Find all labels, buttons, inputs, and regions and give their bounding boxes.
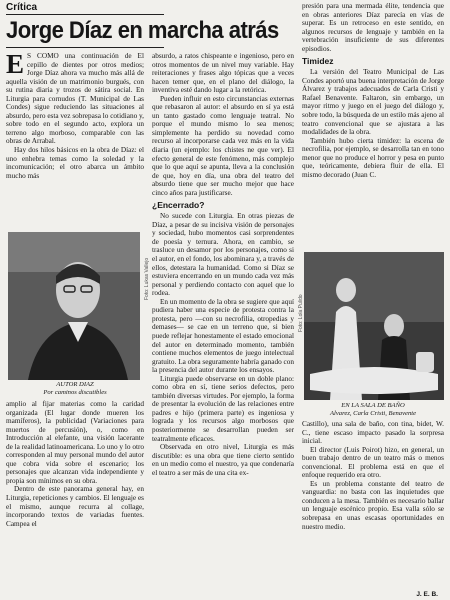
photo-credit: Foto: Lola Pulido <box>298 294 304 332</box>
author-portrait-image <box>8 232 140 380</box>
paragraph: La versión del Teatro Municipal de Las Condes aportó una buena interpretación de Jorge Álvarez y trabajos adecuados de Carla Cristi y Rafael Benavente. Faltaron, sin embargo, un mayor ritmo y juego en el juego del diálogo y, sobre todo, la búsqueda de un estilo más ajeno al teatro convencional que se ajustara a las modalidades de la obra. <box>302 68 444 137</box>
paragraph: También hubo cierta timidez: la escena de necrofilia, por ejemplo, se desarrolla tan en tono menor que no produce el horror y pesa en punto que, teóricamente, debiera fluir de ella. El mismo decorado (Juan C. <box>302 136 444 179</box>
column-2 <box>152 52 294 477</box>
section-label: Crítica <box>6 2 38 13</box>
photo-credit: Foto: Lukas Vallejo <box>144 257 150 300</box>
paragraph: No sucede con Liturgia. En otras piezas de Díaz, a pesar de su incisiva visión de personajes y sociedad, hubo momentos casi sorprendentes de poesía y ternura. Ahora, en cambio, se trasluce un desamor por los personajes, como si el autor, en el fondo, los abominara y, a través de ellos, detestara la humanidad. Como si Díaz se estuviera encerrando en un mundo cada vez más personal y perdiendo contacto con aquel que lo rodea. <box>152 212 294 298</box>
paragraph: Pueden influir en esto circunstancias externas que rebasaron al autor: el absurdo en sí ya está un tanto gastado como lenguaje teatral. No porque el mundo mismo lo sea menos; simplemente ha perdido su novedad como recurso al incorporarse cada vez más en la vida diaria (un ejemplo: los chistes ne que ver). El efecto general de este fenómeno, más complejo que lo que aquí se apunta, lleva a la conclusión de que, hoy en día, una obra del teatro del absurdo tiene que ser mucho mejor que hace cinco años para justificarse. <box>152 94 294 197</box>
paragraph: Dentro de este panorama general hay, en Liturgia, repeticiones y cambios. El lenguaje es el mismo, aunque recurra al collage, incorporando textos de variadas fuentes. Campea el <box>6 485 144 528</box>
paragraph: absurdo, a ratos chispeante e ingenioso, pero en otros momentos de un nivel muy variable. Hay reiteraciones y frases algo tópicas que a veces hacen temer que, en el plano del diálogo, la inventiva esté dando lugar a la retórica. <box>152 52 294 95</box>
column-3-bottom <box>302 420 444 531</box>
caption-title: EN LA SALA DE BAÑO <box>341 402 405 409</box>
paragraph: Observada en otro nivel, Liturgia es más discutible: es una obra que tiene cierto sentido en un medio como el nuestro, ya que condenaría el teatro a ser más de una cita ex- <box>152 443 294 477</box>
headline-rule <box>6 47 164 48</box>
bathroom-scene-image <box>304 252 444 400</box>
subheading-timidez: Timidez <box>302 56 334 67</box>
stage-photo-caption <box>302 402 444 417</box>
stage-photo <box>304 252 444 400</box>
caption-title: AUTOR DIAZ <box>56 381 94 388</box>
author-signature: J. E. B. <box>416 591 438 598</box>
column-3-top <box>302 2 444 179</box>
paragraph: Castillo), una sala de baño, con tina, bidet, W. C., tiene escaso impacto pasado la sorpresa inicial. <box>302 420 444 446</box>
column-1-top <box>6 49 144 180</box>
headline: Jorge Díaz en marcha atrás <box>6 17 279 44</box>
caption-subtitle: Por caminos discutibles <box>43 388 107 396</box>
drop-cap: E <box>6 49 25 79</box>
lead-text: S COMO una continuación de El cepillo de dientes por otros medios; Jorge Díaz ahora va mucho más allá de aquella visión de un matrimonio burgués, con su rutina diaria y trozos de sátira social. En Liturgia para cornudos (T. Municipal de Las Condes) sigue reduciendo las situaciones al absurdo, pero esta vez sobrepasa lo cotidiano y, sobre todo en el segundo acto, explora un terreno algo morboso, comparable con las obras de Arrabal. <box>6 52 144 146</box>
paragraph: En un momento de la obra se sugiere que aquí pudiera haber una especie de protesta contra la protesta, pero —con su necrofilia, otropedias y demases— se cae en un terreno que, si bien puede reflejar honestamente el estado emocional del autor en determinado momento, también contiene muchos elementos de juego intelectual gratuito. La obra seguramente habría ganado con la presencia del autor durante los ensayos. <box>152 297 294 375</box>
paragraph: El director (Luis Poirot) hizo, en general, un buen trabajo dentro de un teatro más o menos convencional. El problema está en que el enfoque requerido era otro. <box>302 445 444 480</box>
paragraph: Hay dos hilos básicos en la obra de Díaz: el uno enhebra temas como la soledad y la incomunicación; el otro abarca un ámbito mucho más <box>6 146 144 180</box>
paragraph: presión para una mermada élite, tendencia que en obras anteriores Díaz parecía en vías de superar. Es un retroceso en este sentido, en algunos recursos de lenguaje y también en la vertebración insuficiente de sus diferentes episodios. <box>302 2 444 53</box>
caption-subtitle: Alvarez, Carla Cristi, Benavente <box>329 409 416 417</box>
paragraph: amplio al fijar materias como la caridad organizada (El lugar donde mueren los mamíferos), la publicidad (Variaciones para muertos de percusión), o, como en Introducción al elefante, una visión lacerante de la realidad latinoamericana. Lo uno y lo otro corresponden al muy personal mundo del autor que cobra vida sobre el escenario; los personajes que alcanzan vida independiente y propia son mínimos en su obra. <box>6 400 144 485</box>
paragraph: Liturgia puede observarse en un doble plano: como obra en sí, tiene serios defectos, pero también diversas virtudes. Por ejemplo, la forma de presentar la evolución de las relaciones entre padres e hijo (primera parte) es ingeniosa y lograda y los recursos algo morbosos que posteriormente se desarrollan pueden ser teatralmente eficaces. <box>152 374 294 443</box>
author-photo-caption <box>6 381 144 396</box>
column-1-bottom <box>6 400 144 528</box>
paragraph: Es un problema constante del teatro de vanguardia: no basta con las inquietudes que conducen a la mesa. También es necesario ballar un lenguaje escénico propio. Esa valla sólo se sobrepasa en unas escasas oportunidades en nuestro medio. <box>302 479 444 531</box>
lead-paragraph <box>6 49 144 146</box>
author-photo <box>8 232 140 380</box>
subheading-encerrado: ¿Encerrado? <box>152 200 205 211</box>
